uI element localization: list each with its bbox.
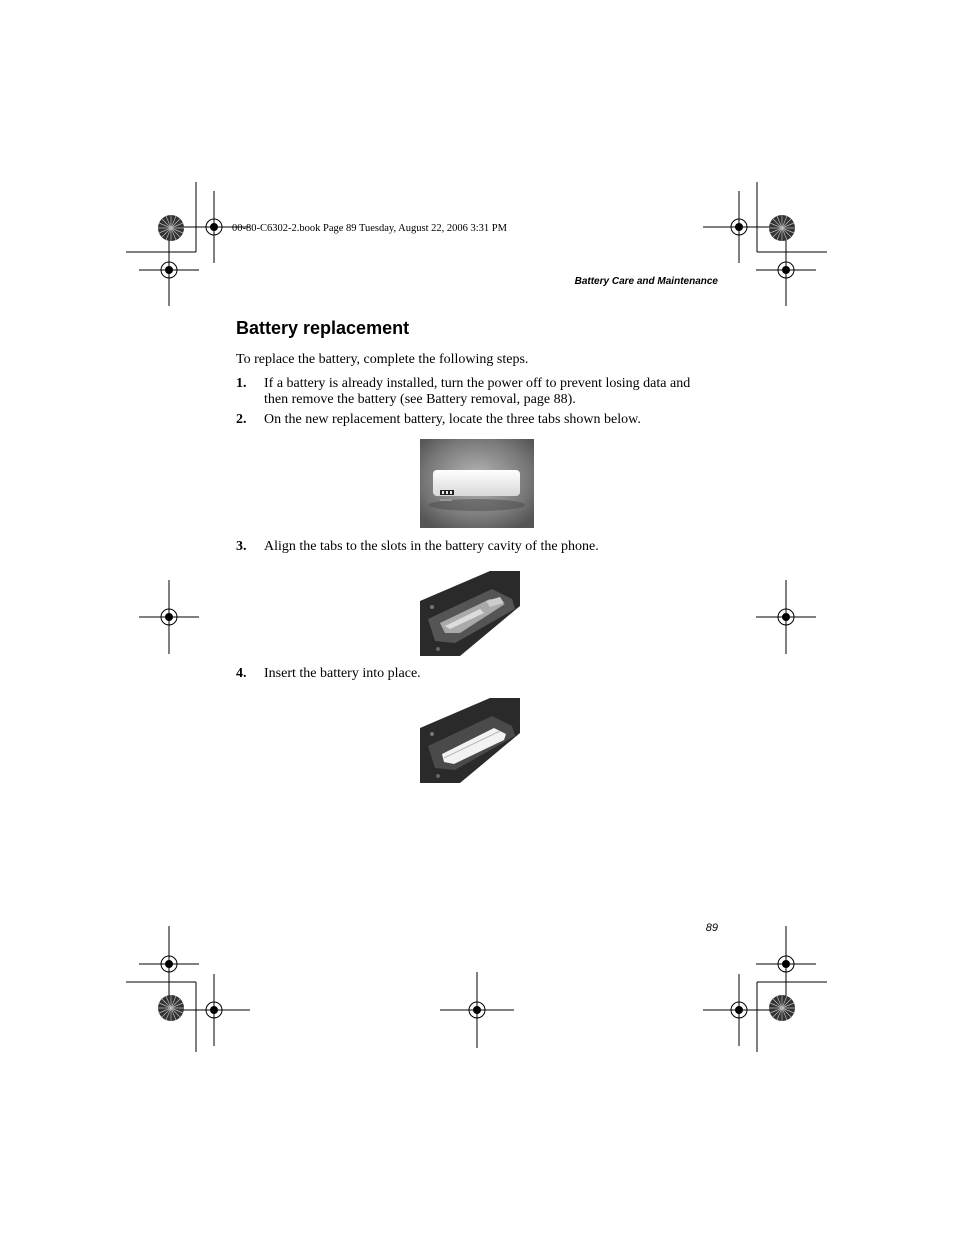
step-number: 2. bbox=[236, 412, 247, 427]
step-number: 4. bbox=[236, 666, 247, 681]
battery-inserted-photo bbox=[420, 698, 520, 783]
step-number: 3. bbox=[236, 539, 247, 554]
step-4 bbox=[236, 666, 716, 682]
step-text: On the new replacement battery, locate the three tabs shown below. bbox=[264, 412, 641, 427]
section-title: Battery replacement bbox=[236, 318, 410, 338]
step-text: Insert the battery into place. bbox=[264, 666, 421, 681]
battery-photo bbox=[420, 439, 534, 528]
step-3 bbox=[236, 539, 716, 555]
step-text: If a battery is already installed, turn the power off to prevent losing data and then remove the battery (see Battery removal, page 88). bbox=[264, 376, 691, 407]
running-head: Battery Care and Maintenance bbox=[574, 276, 718, 287]
step-1 bbox=[236, 376, 716, 407]
step-text: Align the tabs to the slots in the battery cavity of the phone. bbox=[264, 539, 599, 554]
step-number: 1. bbox=[236, 376, 247, 391]
intro-paragraph: To replace the battery, complete the following steps. bbox=[236, 352, 529, 367]
phone-cavity-photo bbox=[420, 571, 520, 656]
step-2 bbox=[236, 412, 716, 428]
book-slug: 00-80-C6302-2.book Page 89 Tuesday, August 22, 2006 3:31 PM bbox=[232, 223, 507, 234]
page-number: 89 bbox=[705, 922, 718, 934]
